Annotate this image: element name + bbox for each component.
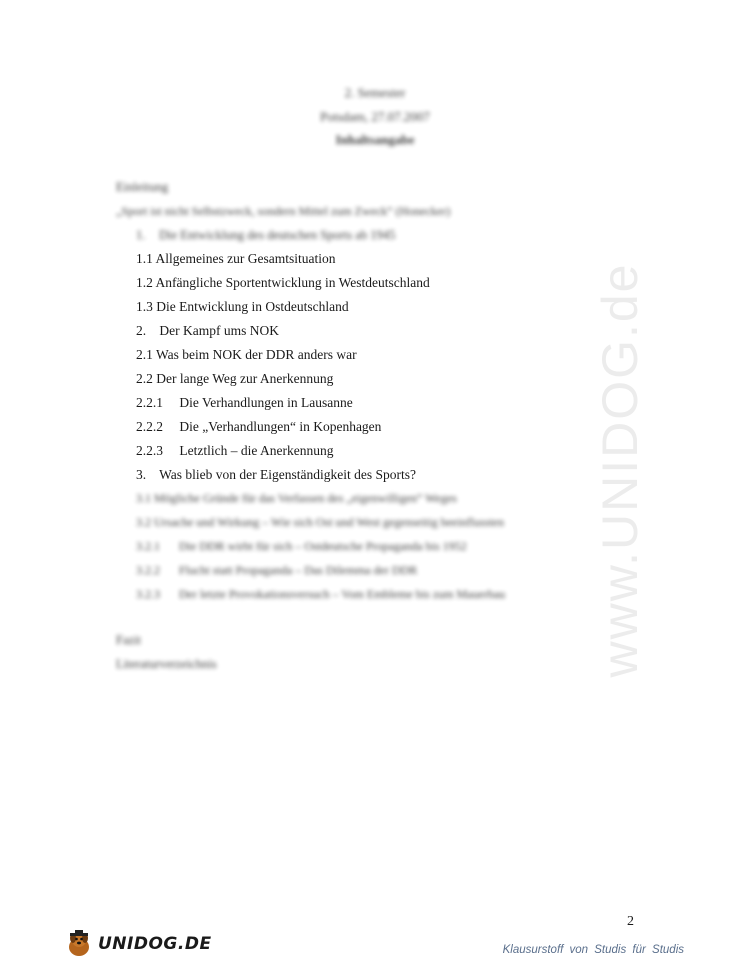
toc-quote	[116, 204, 450, 219]
header-title: Inhaltsangabe	[335, 132, 415, 147]
toc-entry	[136, 395, 353, 411]
toc-number: 2.2.3	[136, 443, 163, 458]
toc-entry	[136, 275, 430, 291]
toc-number: 3.2	[136, 515, 151, 529]
toc-number: 1.3	[136, 299, 153, 314]
toc-number: 3.2.1	[136, 539, 160, 553]
toc-entry-blurred	[136, 587, 505, 602]
toc-text: Letztlich – die Anerkennung	[179, 443, 334, 458]
dog-icon	[64, 929, 94, 959]
toc-entry	[136, 299, 349, 315]
toc-entry-blurred	[136, 563, 417, 578]
toc-number: 3.1	[136, 491, 151, 505]
toc-text: Flucht statt Propaganda – Das Dilemma der DDR	[179, 563, 418, 577]
toc-number: 2.2.2	[136, 419, 163, 434]
toc-text: Der lange Weg zur Anerkennung	[156, 371, 334, 386]
toc-intro-text: Einleitung	[116, 180, 169, 194]
toc-number: 2.	[136, 323, 147, 338]
unidog-logo	[64, 926, 212, 962]
logo-text: UNIDOG.DE	[98, 934, 212, 954]
toc-number: 2.2.1	[136, 395, 163, 410]
toc-text: Die Entwicklung des deutschen Sports ab 1945	[159, 228, 396, 242]
toc-chapter-1	[136, 228, 395, 243]
toc-text: Der Kampf ums NOK	[159, 323, 279, 338]
toc-entry	[136, 347, 357, 363]
toc-text: Was blieb von der Eigenständigkeit des Sports?	[159, 467, 417, 482]
toc-text: Allgemeines zur Gesamtsituation	[155, 251, 336, 266]
toc-conclusion	[116, 633, 141, 648]
toc-text: Was beim NOK der DDR anders war	[156, 347, 357, 362]
toc-bibliography	[116, 657, 217, 672]
toc-number: 3.2.3	[136, 587, 160, 601]
toc-intro	[116, 180, 168, 195]
toc-quote-text: „Sport ist nicht Selbstzweck, sondern Mittel zum Zweck“ (Honecker)	[116, 204, 451, 218]
toc-entry	[136, 251, 335, 267]
toc-number: 1.1	[136, 251, 153, 266]
toc-entry-blurred	[136, 515, 504, 530]
toc-text: Die „Verhandlungen“ in Kopenhagen	[179, 419, 382, 434]
toc-entry-blurred	[136, 491, 457, 506]
toc-text: Die Entwicklung in Ostdeutschland	[156, 299, 349, 314]
toc-number: 2.2	[136, 371, 153, 386]
toc-text: Der letzte Provokationsversuch – Vom Embleme bis zum Mauerbau	[179, 587, 506, 601]
toc-text: Anfängliche Sportentwicklung in Westdeutschland	[155, 275, 430, 290]
footer-slogan: Klausurstoff von Studis für Studis	[502, 944, 684, 956]
toc-text: Die DDR wirbt für sich – Ostdeutsche Propaganda bis 1952	[179, 539, 467, 553]
header-semester: 2. Semester	[344, 85, 406, 100]
toc-entry	[136, 467, 416, 483]
toc-text: Ursache und Wirkung – Wie sich Ost und West gegenseitig beeinflussten	[154, 515, 505, 529]
toc-number: 1.2	[136, 275, 153, 290]
watermark-text: www.UNIDOG.de	[592, 262, 648, 678]
page-number: 2	[627, 914, 634, 929]
toc-entry	[136, 371, 333, 387]
toc-number: 3.	[136, 467, 147, 482]
toc-number: 2.1	[136, 347, 153, 362]
toc-number: 1.	[136, 228, 146, 242]
toc-entry	[136, 419, 381, 435]
toc-entry-blurred	[136, 539, 467, 554]
toc-text: Literaturverzeichnis	[116, 657, 217, 671]
toc-entry	[136, 443, 333, 459]
header-place-date: Potsdam, 27.07.2007	[320, 109, 430, 124]
toc-text: Die Verhandlungen in Lausanne	[179, 395, 353, 410]
toc-number: 3.2.2	[136, 563, 160, 577]
toc-text: Fazit	[116, 633, 141, 647]
toc-entry	[136, 323, 279, 339]
toc-text: Mögliche Gründe für das Verfassen des „eigenwilligen“ Weges	[154, 491, 457, 505]
